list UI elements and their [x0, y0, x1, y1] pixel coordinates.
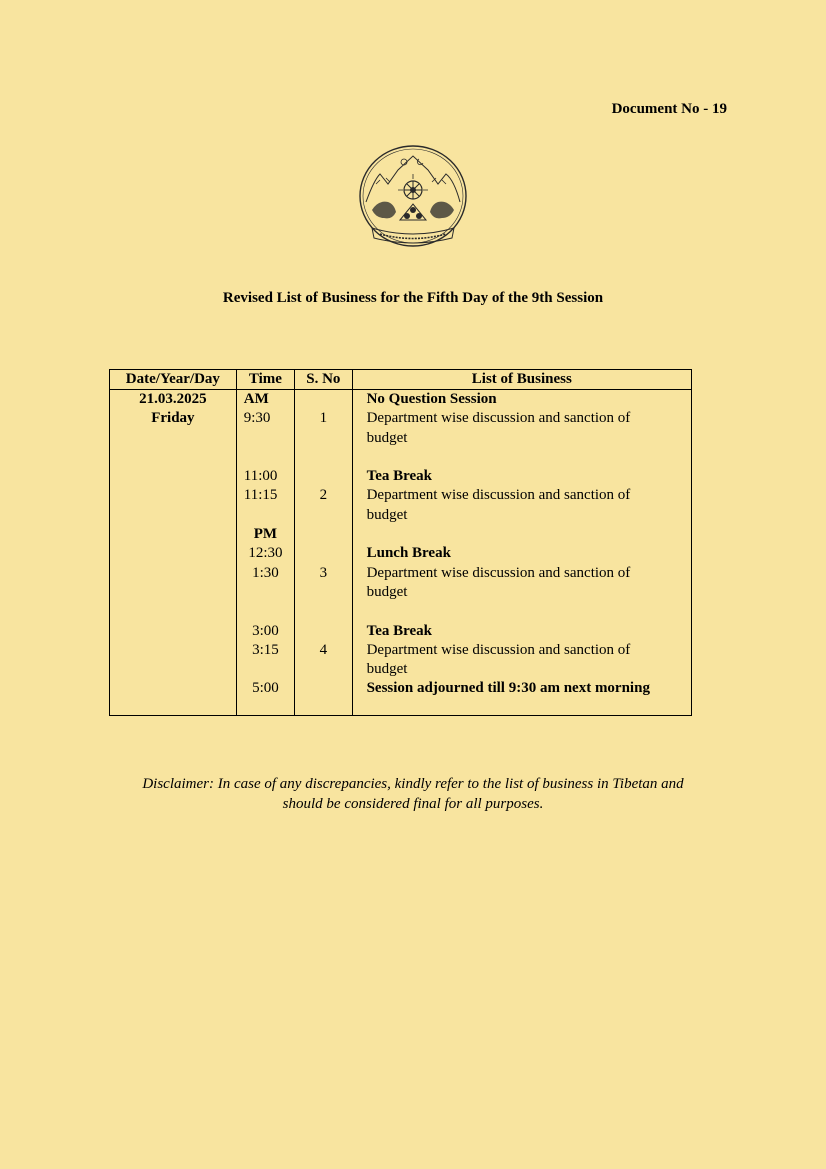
time-cell — [236, 390, 294, 716]
disclaimer-line: should be considered final for all purposes. — [282, 795, 544, 812]
header-business: List of Business — [352, 370, 691, 390]
am-label: AM — [243, 391, 269, 407]
sno-value: 2 — [319, 487, 328, 504]
business-item-cont: budget — [366, 506, 408, 523]
business-table — [109, 369, 692, 716]
date-value: 21.03.2025 — [139, 391, 207, 407]
business-item: Session adjourned till 9:30 am next morning — [366, 680, 650, 697]
time-value: 3:00 — [252, 622, 279, 639]
business-item-cont: budget — [366, 661, 408, 678]
business-cell — [352, 390, 691, 716]
sno-cell — [295, 390, 353, 716]
time-value: 11:15 — [243, 487, 278, 504]
header-date: Date/Year/Day — [110, 370, 237, 390]
time-value: 3:15 — [252, 641, 279, 658]
header-sno: S. No — [295, 370, 353, 390]
disclaimer — [0, 775, 826, 814]
time-value: 12:30 — [248, 545, 283, 562]
business-item-cont: budget — [366, 429, 408, 446]
business-item: Department wise discussion and sanction of — [366, 410, 631, 427]
business-item-cont: budget — [366, 583, 408, 600]
day-value: Friday — [151, 410, 195, 427]
table-header-row — [110, 370, 692, 390]
table-row — [110, 390, 692, 716]
business-item: Lunch Break — [366, 545, 451, 562]
sno-value: 4 — [319, 641, 328, 658]
business-item: Tea Break — [366, 468, 433, 485]
time-value: 1:30 — [252, 564, 279, 581]
time-value: 11:00 — [243, 468, 278, 485]
time-value: 5:00 — [252, 680, 279, 697]
document-number: Document No - 19 — [611, 101, 727, 117]
time-value: 9:30 — [243, 410, 271, 427]
pm-label: PM — [253, 526, 278, 543]
header-time: Time — [236, 370, 294, 390]
business-item: Department wise discussion and sanction of — [366, 641, 631, 658]
sno-value: 3 — [319, 564, 328, 581]
sno-value: 1 — [319, 410, 328, 427]
tibetan-parliament-emblem-icon — [358, 144, 468, 250]
business-item: Department wise discussion and sanction of — [366, 564, 631, 581]
business-item: Department wise discussion and sanction of — [366, 487, 631, 504]
business-item: Tea Break — [366, 622, 433, 639]
document-title: Revised List of Business for the Fifth Day of the 9th Session — [222, 290, 604, 306]
disclaimer-line: Disclaimer: In case of any discrepancies, kindly refer to the list of business in Tibetan and — [142, 776, 684, 792]
date-cell — [110, 390, 237, 716]
business-item: No Question Session — [366, 391, 497, 407]
